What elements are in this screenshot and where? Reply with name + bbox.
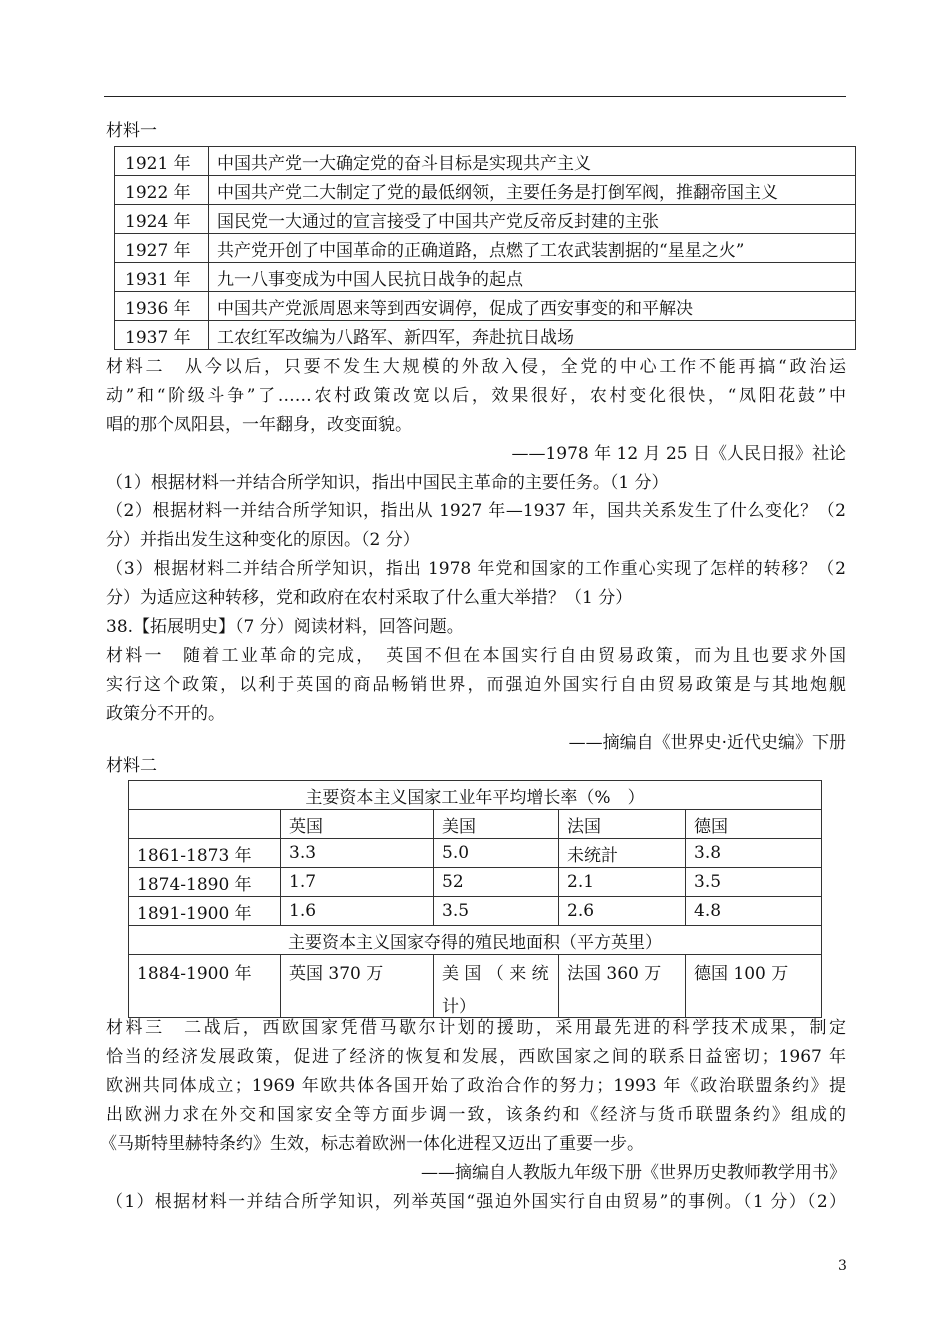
year-cell: 1922 年 [115,176,209,205]
q38-question-1: （1）根据材料一并结合所学知识，列举英国“强迫外国实行自由贸易”的事例。（1 分）（2） [106,1192,846,1212]
question-1: （1）根据材料一并结合所学知识，指出中国民主革命的主要任务。（1 分） [106,473,669,493]
question-2-line-2: 分）并指出发生这种变化的原因。（2 分） [106,530,420,550]
year-cell: 1927 年 [115,234,209,263]
table-cell: 4.8 [686,897,822,926]
header-cell [129,810,281,839]
header-cell: 法国 [559,810,686,839]
table-row [129,781,822,810]
event-cell: 国民党一大通过的宣言接受了中国共产党反帝反封建的主张 [209,205,856,234]
material-1-label: 材料一 [106,121,157,141]
q38-material-3-line-2: 恰当的经济发展政策，促进了经济的恢复和发展，西欧国家之间的联系日益密切；1967 年 [106,1047,846,1067]
table-row [115,205,856,234]
table-cell: 1884-1900 年 [129,955,281,1018]
header-cell: 德国 [686,810,822,839]
table-cell: 52 [434,868,559,897]
question-2-line-1: （2）根据材料一并结合所学知识，指出从 1927 年—1937 年，国共关系发生了什么变化？（2 [106,501,846,521]
material-2-source: ——1978 年 12 月 25 日《人民日报》社论 [511,444,846,464]
table-row [115,292,856,321]
table-cell: 5.0 [434,839,559,868]
cell-line: 计） [442,997,476,1017]
question-38-heading: 38.【拓展明史】（7 分）阅读材料，回答问题。 [106,617,464,637]
year-cell: 1937 年 [115,321,209,350]
year-cell: 1921 年 [115,147,209,176]
table-row [115,147,856,176]
table-row [129,839,822,868]
event-cell: 中国共产党二大制定了党的最低纲领，主要任务是打倒军阀，推翻帝国主义 [209,176,856,205]
table-row [129,955,822,1018]
q38-material-1-line-1: 材料一 随着工业革命的完成， 英国不但在本国实行自由贸易政策，而为且也要求外国 [106,646,846,666]
table-row [115,321,856,350]
event-cell: 中国共产党派周恩来等到西安调停，促成了西安事变的和平解决 [209,292,856,321]
header-cell: 美国 [434,810,559,839]
table-row [129,926,822,955]
year-cell: 1931 年 [115,263,209,292]
table-cell: 德国 100 万 [686,955,822,1018]
question-3-line-1: （3）根据材料二并结合所学知识，指出 1978 年党和国家的工作重心实现了怎样的转移？（2 [106,559,846,579]
table-cell: 1.6 [281,897,434,926]
header-cell: 英国 [281,810,434,839]
table-cell: 1861-1873 年 [129,839,281,868]
q38-material-2-label: 材料二 [106,756,157,776]
table-cell: 未统計 [559,839,686,868]
page-number: 3 [838,1258,847,1274]
table-cell: 2.1 [559,868,686,897]
table-cell: 1874-1890 年 [129,868,281,897]
table-row [129,868,822,897]
material-2-line-3: 唱的那个凤阳县，一年翻身，改变面貌。 [106,415,412,435]
material-2-line-1: 材料二 从今以后，只要不发生大规模的外敌入侵，全党的中心工作不能再搞“政治运 [106,357,846,377]
table-cell: 1.7 [281,868,434,897]
event-cell: 共产党开创了中国革命的正确道路，点燃了工农武装割据的“星星之火” [209,234,856,263]
table-cell: 3.5 [434,897,559,926]
table-header-row [129,810,822,839]
event-cell: 工农红军改编为八路军、新四军，奔赴抗日战场 [209,321,856,350]
table-row [115,234,856,263]
q38-material-3-line-5: 《马斯特里赫特条约》生效，标志着欧洲一体化进程又迈出了重要一步。 [100,1134,644,1154]
table-row [115,263,856,292]
table-cell: 英国 370 万 [281,955,434,1018]
q38-material-3-line-3: 欧洲共同体成立；1969 年欧共体各国开始了政治合作的努力；1993 年《政治联盟条约》提 [106,1076,846,1096]
event-cell: 中国共产党一大确定党的奋斗目标是实现共产主义 [209,147,856,176]
table-cell: 3.8 [686,839,822,868]
table-cell: 3.3 [281,839,434,868]
header-rule [104,96,846,97]
history-events-table [114,146,856,350]
table-cell: 3.5 [686,868,822,897]
table-cell [434,955,559,1018]
growth-table-title: 主要资本主义国家工业年平均增长率（% ） [129,781,822,810]
year-cell: 1936 年 [115,292,209,321]
table-cell: 2.6 [559,897,686,926]
table-cell: 1891-1900 年 [129,897,281,926]
year-cell: 1924 年 [115,205,209,234]
colony-table-title: 主要资本主义国家夺得的殖民地面积（平方英里） [129,926,822,955]
table-row [129,897,822,926]
question-3-line-2: 分）为适应这种转移，党和政府在农村采取了什么重大举措？（1 分） [106,588,633,608]
material-2-line-2: 动”和“阶级斗争”了……农村政策改宽以后，效果很好，农村变化很快，“凤阳花鼓”中 [106,386,846,406]
q38-material-3-source: ——摘编自人教版九年级下册《世界历史教师教学用书》 [421,1163,846,1183]
cell-line: 美 国 （ 来 统 [442,964,549,984]
q38-material-1-line-2: 实行这个政策，以利于英国的商品畅销世界，而强迫外国实行自由贸易政策是与其地炮舰 [106,675,846,695]
q38-material-3-line-1: 材料三 二战后，西欧国家凭借马歇尔计划的援助，采用最先进的科学技术成果，制定 [106,1018,846,1038]
event-cell: 九一八事变成为中国人民抗日战争的起点 [209,263,856,292]
q38-material-3-line-4: 出欧洲力求在外交和国家安全等方面步调一致，该条约和《经济与货币联盟条约》组成的 [106,1105,846,1125]
table-cell: 法国 360 万 [559,955,686,1018]
table-row [115,176,856,205]
q38-material-1-source: ——摘编自《世界史·近代史编》下册 [568,733,846,753]
q38-material-1-line-3: 政策分不开的。 [106,704,225,724]
industry-growth-table [128,780,822,1018]
